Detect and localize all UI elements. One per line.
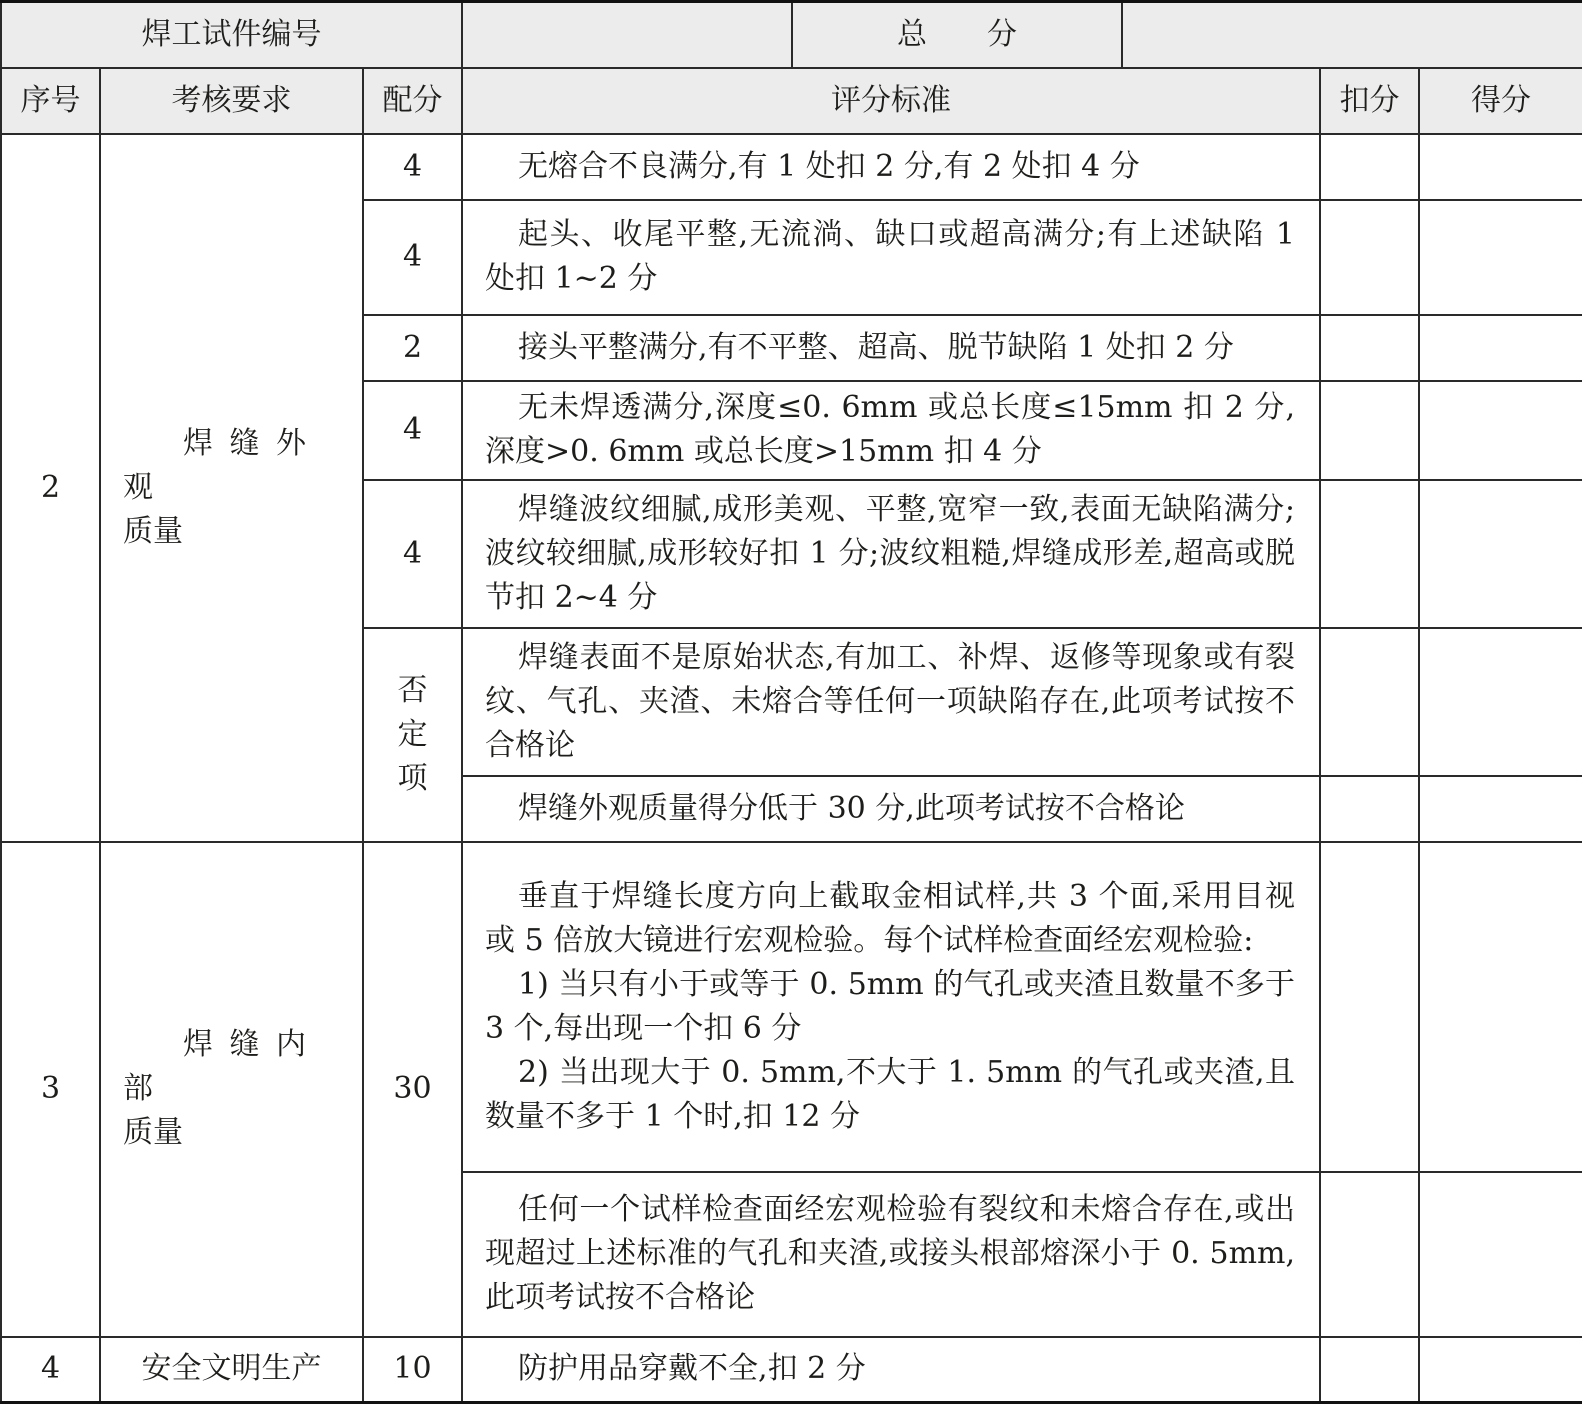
deduction-cell[interactable] (1320, 1172, 1419, 1337)
criteria-text: 接头平整满分,有不平整、超高、脱节缺陷 1 处扣 2 分 (518, 329, 1234, 365)
veto-item-cell (363, 628, 462, 842)
seq-cell: 4 (1, 1337, 100, 1403)
deduction-cell[interactable] (1320, 628, 1419, 776)
score-cell[interactable] (1419, 776, 1582, 842)
requirement-cell: 安全文明生产 (100, 1337, 363, 1403)
criteria-subitem: 2) 当出现大于 0. 5mm,不大于 1. 5mm 的气孔或夹渣,且数量不多于 1 个时,扣 12 分 (485, 1054, 1296, 1134)
criteria-cell (462, 315, 1320, 381)
criteria-cell (462, 1172, 1320, 1337)
score-cell[interactable] (1419, 628, 1582, 776)
total-score-label: 总 分 (792, 2, 1122, 68)
points-cell: 2 (363, 315, 462, 381)
score-cell[interactable] (1419, 842, 1582, 1172)
score-cell[interactable] (1419, 134, 1582, 200)
column-header-points: 配分 (363, 68, 462, 134)
criteria-text: 任何一个试样检查面经宏观检验有裂纹和未熔合存在,或出现超过上述标准的气孔和夹渣,或接头根部熔深小于 0. 5mm,此项考试按不合格论 (485, 1192, 1296, 1315)
points-cell: 4 (363, 134, 462, 200)
criteria-text: 焊缝表面不是原始状态,有加工、补焊、返修等现象或有裂纹、气孔、夹渣、未熔合等任何一项缺陷存在,此项考试按不合格论 (485, 639, 1296, 763)
specimen-number-value[interactable] (462, 2, 792, 68)
requirement-cell (100, 134, 363, 842)
column-header-requirement: 考核要求 (100, 68, 363, 134)
criteria-text: 焊缝波纹细腻,成形美观、平整,宽窄一致,表面无缺陷满分;波纹较细腻,成形较好扣 1 分;波纹粗糙,焊缝成形差,超高或脱节扣 2~4 分 (485, 491, 1296, 615)
score-cell[interactable] (1419, 381, 1582, 480)
points-cell: 4 (363, 381, 462, 480)
criteria-cell (462, 776, 1320, 842)
total-score-value[interactable] (1122, 2, 1582, 68)
deduction-cell[interactable] (1320, 315, 1419, 381)
deduction-cell[interactable] (1320, 200, 1419, 315)
criteria-cell (462, 842, 1320, 1172)
score-cell[interactable] (1419, 315, 1582, 381)
criteria-cell (462, 200, 1320, 315)
deduction-cell[interactable] (1320, 134, 1419, 200)
criteria-cell (462, 134, 1320, 200)
points-cell: 4 (363, 200, 462, 315)
veto-char: 定 (397, 716, 428, 752)
specimen-number-label: 焊工试件编号 (1, 2, 462, 68)
column-header-score: 得分 (1419, 68, 1582, 134)
criteria-cell (462, 1337, 1320, 1403)
points-cell: 10 (363, 1337, 462, 1403)
criteria-cell (462, 628, 1320, 776)
criteria-text: 焊缝外观质量得分低于 30 分,此项考试按不合格论 (518, 790, 1185, 826)
score-cell[interactable] (1419, 480, 1582, 628)
requirement-text: 焊缝外观 (123, 425, 323, 505)
column-header-criteria: 评分标准 (462, 68, 1320, 134)
criteria-text: 无未焊透满分,深度≤0. 6mm 或总长度≤15mm 扣 2 分,深度>0. 6mm 或总长度>15mm 扣 4 分 (485, 390, 1296, 469)
requirement-cell (100, 842, 363, 1337)
veto-char: 否 (397, 672, 428, 708)
criteria-subitem: 1) 当只有小于或等于 0. 5mm 的气孔或夹渣且数量不多于 3 个,每出现一个扣 6 分 (485, 966, 1296, 1046)
seq-cell: 3 (1, 842, 100, 1337)
deduction-cell[interactable] (1320, 776, 1419, 842)
deduction-cell[interactable] (1320, 842, 1419, 1172)
score-cell[interactable] (1419, 1337, 1582, 1403)
points-cell: 4 (363, 480, 462, 628)
requirement-text: 焊缝内部 (123, 1027, 323, 1106)
score-cell[interactable] (1419, 1172, 1582, 1337)
veto-char: 项 (397, 760, 428, 796)
criteria-text: 起头、收尾平整,无流淌、缺口或超高满分;有上述缺陷 1 处扣 1~2 分 (485, 217, 1296, 296)
table-row (1, 1337, 1582, 1403)
criteria-text: 防护用品穿戴不全,扣 2 分 (518, 1351, 866, 1387)
table-row (1, 134, 1582, 200)
deduction-cell[interactable] (1320, 381, 1419, 480)
score-cell[interactable] (1419, 200, 1582, 315)
criteria-cell (462, 381, 1320, 480)
column-header-seq: 序号 (1, 68, 100, 134)
table-row (1, 842, 1582, 1172)
seq-cell: 2 (1, 134, 100, 842)
requirement-text: 质量 (123, 513, 183, 549)
deduction-cell[interactable] (1320, 1337, 1419, 1403)
column-header-deduction: 扣分 (1320, 68, 1419, 134)
criteria-text: 无熔合不良满分,有 1 处扣 2 分,有 2 处扣 4 分 (518, 148, 1140, 184)
criteria-cell (462, 480, 1320, 628)
requirement-text: 质量 (123, 1115, 183, 1150)
criteria-text: 垂直于焊缝长度方向上截取金相试样,共 3 个面,采用目视或 5 倍放大镜进行宏观检验。每个试样检查面经宏观检验: (485, 878, 1296, 958)
deduction-cell[interactable] (1320, 480, 1419, 628)
points-cell: 30 (363, 842, 462, 1337)
